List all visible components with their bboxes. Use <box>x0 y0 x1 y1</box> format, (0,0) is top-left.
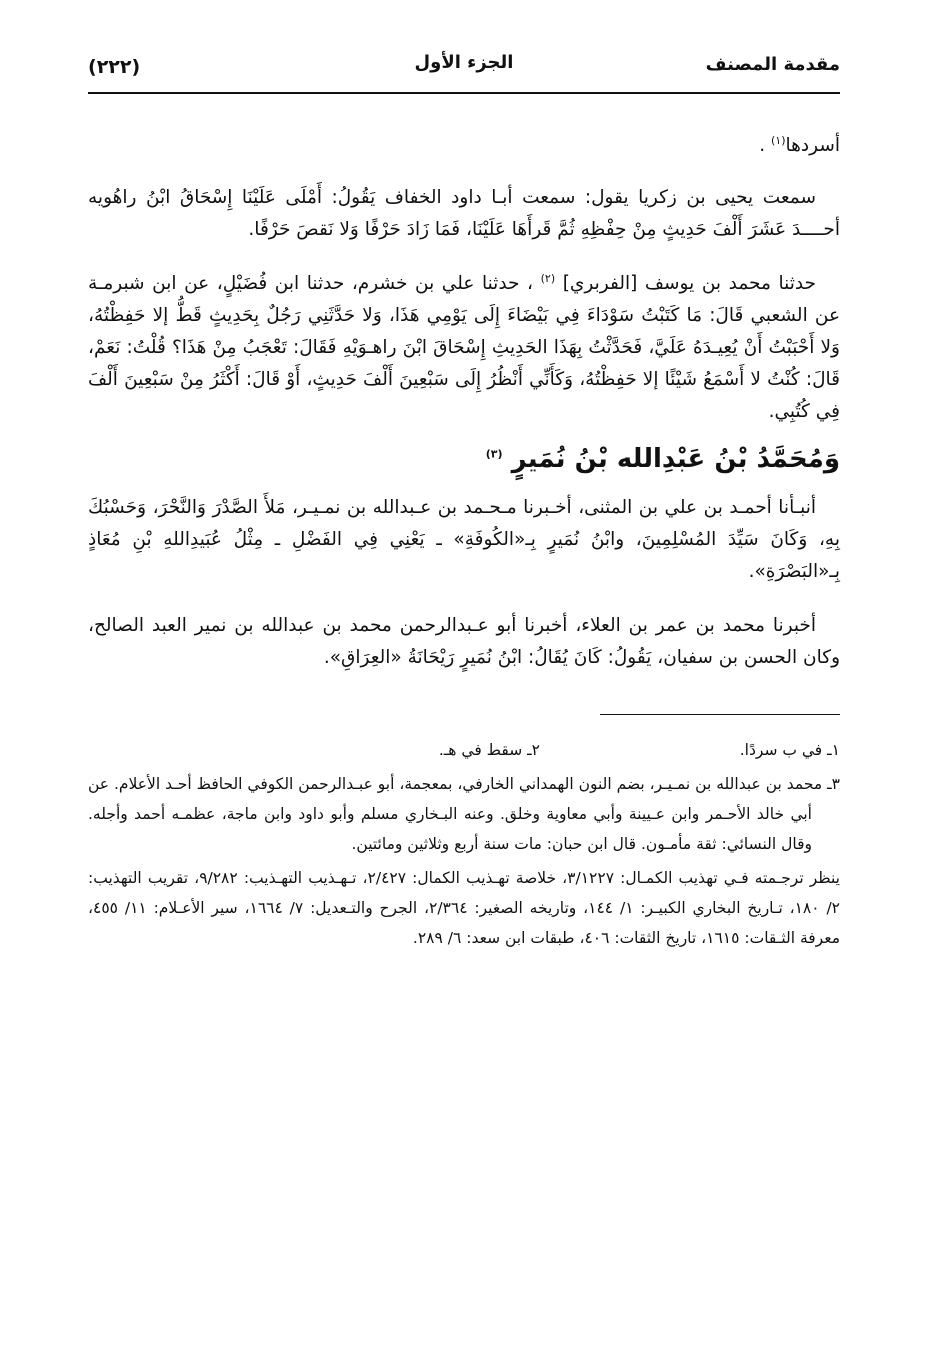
footnote-ref-3: (٣) <box>485 447 503 461</box>
page-number: (٢٢٢) <box>88 56 141 78</box>
chapter-title <box>88 442 840 476</box>
running-header <box>88 52 840 82</box>
section-title: مقدمة المصنف <box>705 54 840 75</box>
paragraph-0-end: . <box>759 135 771 156</box>
footnote-rule <box>600 714 840 715</box>
footnote-2: ٢ـ سقط في هـ. <box>438 741 540 759</box>
page <box>88 52 840 953</box>
paragraph-0-text: أسردها <box>785 135 840 156</box>
footnote-3-references: ينظر ترجـمته فـي تهذيب الكمـال: ٣/١٢٢٧، خلاصة تهـذيب الكمال: ٢/٤٢٧، تـهـذيب التهـذيب: ٩/٢٨٢، تقريب التهذيب: ٢/ ١٨٠، تـاريخ البخاري الكبيـر: ١/ ١٤٤، وتاريخه الصغير: ٢/٣٦٤، الجرح والتـعديل: ٧/ ١٦٦٤، سير الأعـلام: ١١/ ٤٥٥، معرفة الثـقات: ١٦١٥، تاريخ الثقات: ٤٠٦، طبقات ابن سعد: ٦/ ٢٨٩. <box>88 869 840 947</box>
footnote-3: ٣ـ محمد بن عبدالله بن نمـيـر، بضم النون الهمداني الخارفي، بمعجمة، أبو عبـدالرحمن الكوفي الحافظ أحـد الأعلام. عن أبي خالد الأحـمر وابن عـيينة وأبي معاوية وخلق. وعنه البـخاري مسلم وأبو داود وابن ماجة، عظمـه أحمد وأجله. وقال النسائي: ثقة مأمـون. قال ابن حبان: مات سنة أربع وثلاثين ومائتين. <box>88 775 840 853</box>
paragraph-2 <box>88 268 840 428</box>
footnotes <box>88 735 840 953</box>
footnote-ref-1: (١) <box>771 133 786 147</box>
paragraph-1: سمعت يحيى بن زكريا يقول: سمعت أبـا داود الخفاف يَقُولُ: أَمْلَى عَلَيْنَا إِسْحَاقُ ابْنُ راهُويه أحــــدَ عَشَرَ أَلْفَ حَدِيثٍ مِنْ حِفْظِهِ ثُمَّ قَرأَهَا عَلَيْنَا، فَمَا زَادَ حَرْفًا وَلا نَقصَ حَرْفًا. <box>88 187 840 240</box>
paragraph-2-start: حدثنا محمد بن يوسف [الفربري] <box>562 273 816 294</box>
paragraph-4: أخبرنا محمد بن عمر بن العلاء، أخبرنا أبو عـبدالرحمن محمد بن عبدالله بن نمير العبد الصالح، وكان الحسن بن سفيان، يَقُولُ: كَانَ يُقَالُ: ابْنُ نُمَيرٍ رَيْحَانَةُ «العِرَاقِ». <box>88 615 840 668</box>
main-text <box>88 130 840 674</box>
footnote-1: ١ـ في ب سردًا. <box>739 741 840 759</box>
footnote-ref-2: (٢) <box>540 271 556 285</box>
paragraph-2-rest: ، حدثنا علي بن خشرم، حدثنا ابن فُضَيْلٍ، عن ابن شبرمـة عن الشعبي قَالَ: مَا كَتَبْتُ سَوْدَاءَ فِي بَيْضَاءَ إِلَى يَوْمِي هَذَا، وَلا حَدَّثَنِي رَجُلٌ بِحَدِيثٍ قَطُّ إلا حَفِظْتُهُ، وَلا أَحْبَبْتُ أَنْ يُعِيـدَهُ عَلَيَّ، فَحَدَّثْتُ بِهَذَا الحَدِيثِ إِسْحَاقَ ابْنَ راهـوَيْهِ فَقَالَ: تَعْجَبُ مِنْ هَذَا؟ قُلْتُ: نَعَمْ، قَالَ: كُنْتُ لا أَسْمَعُ شَيْئًا إلا حَفِظْتُهُ، وَكَأَنِّي أَنْظُرُ إِلَى سَبْعِينَ أَلْفَ حَدِيثٍ، أَوْ قَالَ: أَكْثَرُ مِنْ سَبْعِينَ أَلْفَ فِي كُتُبِي. <box>88 273 840 422</box>
part-title: الجزء الأول <box>414 52 514 73</box>
header-rule <box>88 92 840 94</box>
chapter-title-text: وَمُحَمَّدُ بْنُ عَبْدِالله بْنُ نُمَيرٍ <box>511 444 840 474</box>
paragraph-0 <box>88 130 840 162</box>
footnote-row-1-2 <box>88 735 840 765</box>
paragraph-3: أنبـأنا أحمـد بن علي بن المثنى، أخـبرنا مـحـمد بن عـبدالله بن نمـيـر، مَلأَ الصَّدْرَ وَالنَّحْرَ، وَحَسْبُكَ بِهِ، وَكَانَ سَيِّدَ المُسْلِمِينَ، وابْنُ نُمَيرٍ بِـ«الكُوفَةِ» ـ يَعْنِي فِي الفَضْلِ ـ مِثْلُ عُبَيدِاللهِ بْنِ مُعَاذٍ بِـ«البَصْرَةِ». <box>88 497 840 582</box>
